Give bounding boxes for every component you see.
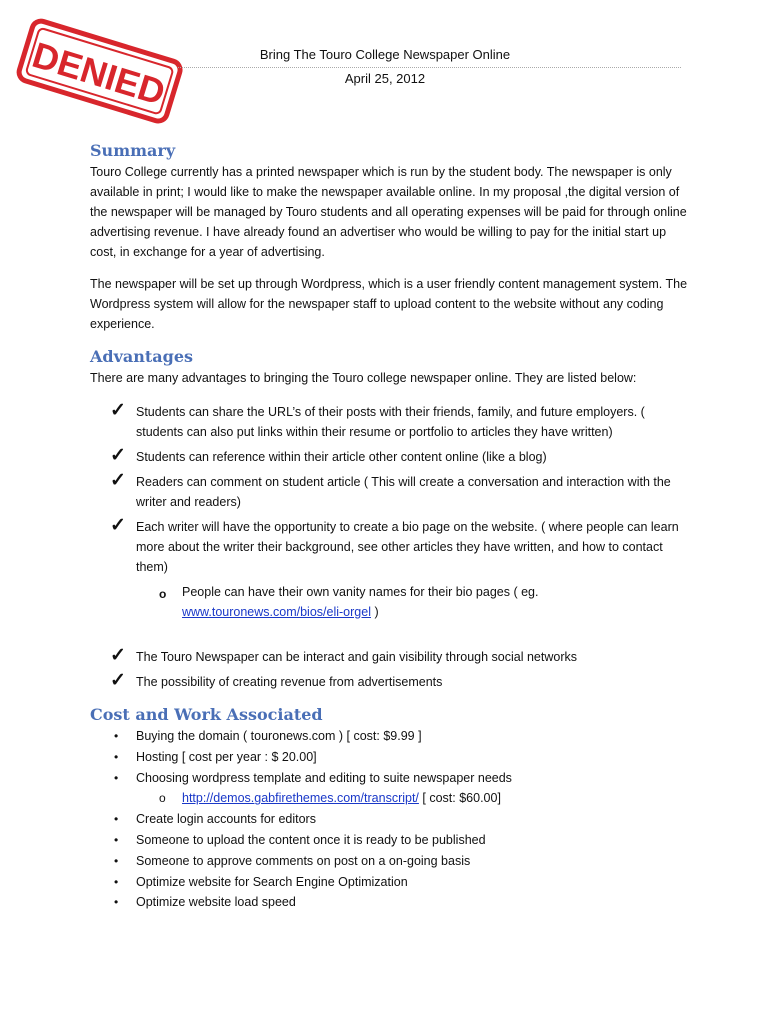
bullet-icon: • — [114, 812, 119, 827]
bullet-icon: • — [114, 770, 119, 785]
cost-item-text: Hosting [ cost per year : $ 20.00] — [136, 749, 317, 764]
checkmark-icon: ✓ — [110, 645, 126, 666]
checkmark-icon: ✓ — [110, 515, 126, 536]
circle-bullet-icon: o — [159, 791, 166, 806]
list-item — [90, 830, 690, 851]
circle-bullet-icon: o — [159, 587, 167, 601]
bullet-icon: • — [114, 874, 119, 889]
list-item — [90, 768, 690, 810]
header-title: Bring The Touro College Newspaper Online — [259, 47, 511, 62]
bullet-icon: • — [114, 729, 119, 743]
checkmark-icon: ✓ — [110, 670, 126, 691]
advantages-list — [90, 402, 690, 692]
checkmark-icon: ✓ — [110, 470, 126, 491]
summary-paragraph-2: The newspaper will be set up through Wordpress, which is a user friendly content management system. The Wordpress system will allow for the newspaper staff to upload content to the website without any coding experience. — [90, 277, 688, 331]
list-item — [90, 517, 690, 622]
cost-item-text: Create login accounts for editors — [136, 812, 316, 827]
list-item — [90, 647, 690, 667]
cost-sublist — [136, 788, 690, 809]
sub-item-suffix: ) — [370, 605, 379, 619]
advantage-text: The possibility of creating revenue from advertisements — [136, 675, 443, 689]
list-item — [90, 872, 690, 893]
bullet-icon: • — [114, 895, 119, 910]
cost-item-text: Someone to upload the content once it is ready to be published — [136, 832, 486, 847]
header-date: April 25, 2012 — [344, 71, 426, 86]
advantage-text: Readers can comment on student article ( This will create a conversation and interaction with the writer and readers) — [136, 475, 671, 509]
sub-item-text: People can have their own vanity names for their bio pages ( eg. — [182, 585, 539, 599]
header-divider — [178, 67, 681, 68]
cost-item-text: Buying the domain ( touronews.com ) [ cost: $9.99 ] — [136, 729, 422, 743]
cost-list — [90, 726, 690, 913]
advantage-text: Students can share the URL’s of their posts with their friends, family, and future employers. ( students can also put links within their resume or portfolio to articles they have written) — [136, 405, 645, 439]
document-body — [90, 140, 690, 913]
advantages-heading: Advantages — [90, 347, 194, 366]
cost-heading: Cost and Work Associated — [90, 705, 323, 724]
summary-paragraph-1: Touro College currently has a printed newspaper which is run by the student body. The newspaper is only available in print; I would like to make the newspaper available online. In my proposal ,the digital version of the newspaper will be managed by Touro students and all operating expenses will be paid for through online advertising revenue. I have already found an advertiser who would be willing to pay for the initial start up cost, in exchange for a year of advertising. — [90, 165, 687, 259]
cost-item-text: Someone to approve comments on post on a on-going basis — [136, 853, 471, 868]
list-item — [90, 788, 690, 809]
list-item — [90, 851, 690, 872]
checkmark-icon: ✓ — [110, 400, 126, 421]
advantage-text: Each writer will have the opportunity to create a bio page on the website. ( where people can learn more about the writer their background, see other articles they have written, and how to contact them) — [136, 520, 679, 574]
template-demo-link[interactable]: http://demos.gabfirethemes.com/transcript/ — [182, 791, 419, 806]
cost-item-text: Optimize website load speed — [136, 895, 296, 910]
cost-item-text: Optimize website for Search Engine Optimization — [136, 874, 408, 889]
sub-item-suffix: [ cost: $60.00] — [418, 791, 501, 806]
bio-page-link[interactable]: www.touronews.com/bios/eli-orgel — [182, 605, 371, 619]
denied-stamp — [8, 18, 190, 128]
bullet-icon: • — [114, 749, 119, 764]
checkmark-icon: ✓ — [110, 445, 126, 466]
list-item — [90, 582, 690, 622]
list-item — [90, 809, 690, 830]
list-item — [90, 726, 690, 747]
summary-heading: Summary — [90, 141, 176, 160]
list-item — [90, 892, 690, 913]
bullet-icon: • — [114, 853, 119, 868]
advantage-sublist — [136, 582, 690, 622]
list-item — [90, 672, 690, 692]
stamp-text: DENIED — [27, 33, 170, 113]
cost-item-text: Choosing wordpress template and editing to suite newspaper needs — [136, 770, 512, 785]
advantage-text: The Touro Newspaper can be interact and gain visibility through social networks — [136, 650, 577, 664]
list-item — [90, 472, 690, 512]
advantage-text: Students can reference within their article other content online (like a blog) — [136, 450, 547, 464]
list-item — [90, 447, 690, 467]
advantages-intro: There are many advantages to bringing the Touro college newspaper online. They are listed below: — [90, 371, 637, 385]
list-item — [90, 747, 690, 768]
bullet-icon: • — [114, 832, 119, 847]
list-item — [90, 402, 690, 442]
